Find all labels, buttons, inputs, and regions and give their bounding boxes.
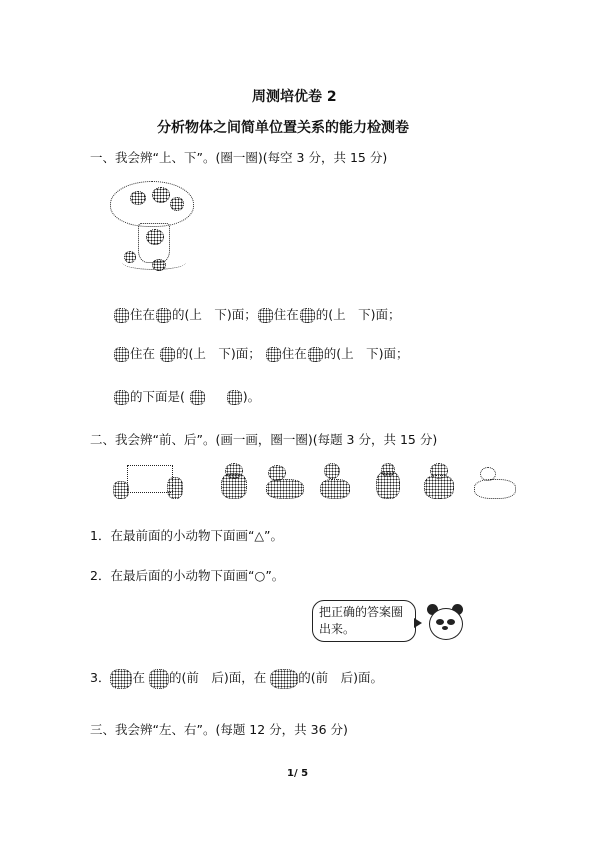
signboard-illustration <box>113 463 183 499</box>
section2-item1: 1．在最前面的小动物下面画“△”。 <box>90 528 284 543</box>
line1-text-b1: 住在 <box>273 307 299 322</box>
bee-icon <box>227 390 242 405</box>
line1-text-a1: 住在 <box>130 307 156 322</box>
item3-number: 3． <box>90 670 111 685</box>
animal-2-body <box>266 479 304 499</box>
bee-icon <box>152 259 166 271</box>
animal-2 <box>266 463 306 499</box>
animal-4 <box>376 463 400 499</box>
item3-text-c: 的(前 后)面。 <box>298 670 383 685</box>
line3-text-a: 的下面是( <box>130 389 185 404</box>
monkey-icon <box>149 669 169 689</box>
animal-3 <box>320 463 350 499</box>
section3-heading: 三、我会辨“左、右”。(每题 12 分，共 36 分) <box>90 722 348 737</box>
squirrel-icon <box>170 197 184 211</box>
rabbit-icon <box>160 347 175 362</box>
snail-icon <box>146 229 164 245</box>
snail-icon <box>114 347 129 362</box>
section2-item2: 2．在最后面的小动物下面画“○”。 <box>90 568 285 583</box>
panda-illustration <box>425 602 465 642</box>
line2-text-b2: 的(上 下)面； <box>323 346 409 361</box>
item3-text-a: 在 <box>132 670 145 685</box>
rabbit-head <box>480 467 496 481</box>
cat-icon <box>113 481 129 499</box>
animal-2-head <box>268 465 286 481</box>
animal-5 <box>424 463 454 499</box>
section2-item3 <box>90 668 383 689</box>
page-number: 1/ 5 <box>287 768 309 779</box>
butterfly-icon <box>152 187 170 203</box>
animal-1-head <box>225 463 243 479</box>
monkey-icon <box>110 669 132 689</box>
speech-bubble <box>312 600 416 642</box>
bird-icon <box>130 191 146 205</box>
rabbit-body <box>474 479 516 499</box>
panda-eye-right <box>447 619 455 625</box>
item3-text-b: 的(前 后)面，在 <box>168 670 267 685</box>
animal-3-head <box>324 463 340 479</box>
bird-icon <box>300 308 315 323</box>
squirrel-icon <box>156 308 171 323</box>
snail-icon <box>114 390 129 405</box>
section1-line3 <box>113 387 260 405</box>
section1-line2 <box>113 344 409 362</box>
line2-text-a1: 住在 <box>130 346 156 361</box>
section1-heading: 一、我会辨“上、下”。(圈一圈)(每空 3 分，共 15 分) <box>90 150 388 165</box>
animal-4-head <box>381 463 395 477</box>
snail-icon <box>308 347 323 362</box>
animal-5-head <box>430 463 448 479</box>
dog-icon <box>270 669 298 689</box>
page-subtitle: 分析物体之间简单位置关系的能力检测卷 <box>157 120 409 136</box>
rabbit-icon <box>124 251 136 263</box>
line2-text-b1: 住在 <box>281 346 307 361</box>
panda-eye-left <box>436 619 444 625</box>
section2-heading: 二、我会辨“前、后”。(画一画，圈一圈)(每题 3 分，共 15 分) <box>90 432 438 447</box>
bird-icon <box>190 390 205 405</box>
tree-illustration <box>110 181 194 273</box>
speech-bubble-tail <box>414 618 422 628</box>
rabbit-illustration <box>474 463 520 499</box>
page-title: 周测培优卷 2 <box>252 89 337 105</box>
line1-text-a2: 的(上 下)面； <box>172 307 257 322</box>
speech-bubble-text: 把正确的答案圈出来。 <box>319 605 404 636</box>
animal-3-body <box>320 479 350 499</box>
panda-nose <box>442 626 448 630</box>
line3-text-b: )。 <box>242 389 261 404</box>
line1-text-b2: 的(上 下)面； <box>315 307 401 322</box>
line2-text-a2: 的(上 下)面； <box>176 346 261 361</box>
bee-icon <box>266 347 281 362</box>
bird-icon <box>114 308 129 323</box>
squirrel-icon <box>258 308 273 323</box>
panda-face-icon <box>429 608 463 640</box>
monkey-icon <box>167 477 183 499</box>
animal-1 <box>221 463 247 499</box>
section1-line1 <box>113 305 401 323</box>
